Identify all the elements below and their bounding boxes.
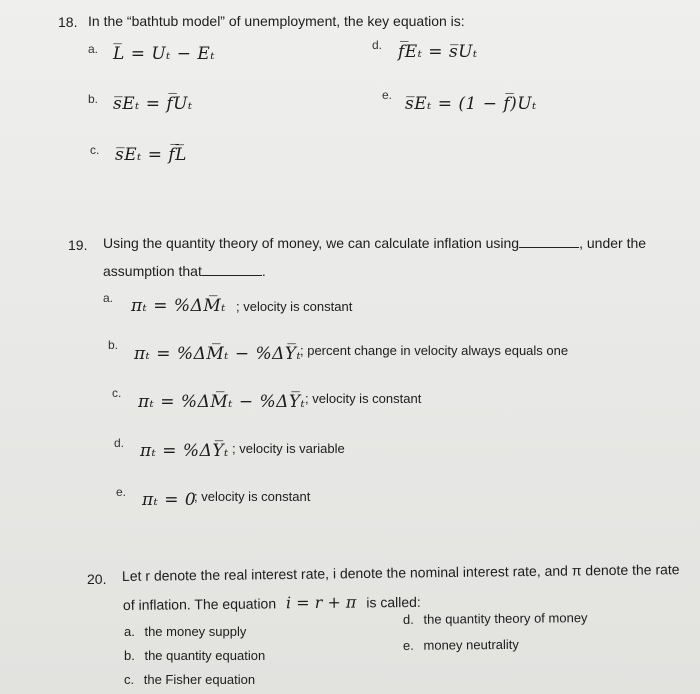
q19-option-a-letter: a.: [103, 291, 114, 305]
q20-option-b: [124, 648, 265, 663]
q18-option-a-letter: a.: [88, 42, 99, 56]
q19-prompt-line2: [103, 261, 266, 281]
q19-option-e-text: ; velocity is constant: [194, 489, 311, 504]
q18-option-e-equation: s̅Eₜ = (1 − f̅)Uₜ: [405, 94, 537, 114]
q20-option-d: [403, 610, 588, 627]
q19-prompt-text-end: , under the: [579, 235, 647, 251]
q19-option-d-text: ; velocity is variable: [232, 441, 345, 456]
q19-option-b-text: ; percent change in velocity always equals one: [300, 343, 569, 358]
q20-option-b-text: the quantity equation: [144, 648, 266, 663]
q19-option-d-equation: πₜ = %ΔY̅ₜ: [140, 441, 229, 461]
q19-prompt-line1: [103, 233, 663, 253]
q18-option-d-letter: d.: [372, 38, 383, 52]
q20-option-a-letter: a.: [124, 624, 135, 639]
q20-option-d-text: the quantity theory of money: [423, 610, 588, 627]
q19-option-a-text: ; velocity is constant: [236, 299, 353, 314]
q19-option-e-letter: e.: [116, 485, 127, 499]
q20-option-a: [124, 624, 246, 639]
q18-option-b-letter: b.: [88, 92, 99, 106]
q19-assumption-text: assumption that: [103, 263, 202, 279]
q19-blank-1[interactable]: [519, 235, 579, 248]
q19-option-e-equation: πₜ = 0: [142, 490, 197, 510]
q18-option-e-letter: e.: [382, 88, 393, 102]
q20-prompt-start: of inflation. The equation: [122, 595, 277, 613]
q19-number: 19.: [68, 237, 88, 253]
q18-option-a-equation: L̅ = Uₜ − Eₜ: [113, 44, 216, 64]
q20-option-c: [124, 672, 255, 687]
q20-option-e-letter: e.: [402, 637, 414, 653]
q20-prompt-line2: [123, 592, 421, 615]
q19-option-b-letter: b.: [108, 338, 119, 352]
q20-equation: i = r + π: [285, 592, 357, 613]
q19-prompt-text: Using the quantity theory of money, we can calculate inflation using: [103, 235, 520, 251]
q19-option-c-text: ; velocity is constant: [305, 391, 422, 406]
q19-option-d-letter: d.: [114, 436, 125, 450]
q18-prompt: In the “bathtub model” of unemployment, the key equation is:: [88, 13, 465, 29]
q20-prompt-end: is called:: [366, 593, 421, 611]
q20-option-d-letter: d.: [402, 611, 414, 627]
q18-option-b-equation: s̅Eₜ = f̅Uₜ: [113, 94, 193, 114]
q20-option-b-letter: b.: [124, 648, 135, 663]
q20-prompt-line1: Let r denote the real interest rate, i denote the nominal interest rate, and π denote the rate: [121, 561, 680, 584]
q18-option-d-equation: f̅Eₜ = s̅Uₜ: [398, 42, 478, 62]
q20-number: 20.: [87, 571, 107, 587]
q19-blank-2[interactable]: [202, 263, 262, 276]
q20-option-a-text: the money supply: [144, 624, 247, 639]
q20-option-e-text: money neutrality: [423, 636, 519, 653]
q20-option-c-text: the Fisher equation: [143, 672, 256, 687]
q19-option-c-equation: πₜ = %ΔM̅ₜ − %ΔY̅ₜ: [138, 392, 306, 412]
q19-assumption-end: .: [261, 263, 266, 279]
q20-option-c-letter: c.: [124, 672, 135, 687]
q19-option-b-equation: πₜ = %ΔM̅ₜ − %ΔY̅ₜ: [134, 344, 302, 364]
q18-option-c-equation: s̅Eₜ = f̅L̅: [115, 145, 187, 165]
q19-option-c-letter: c.: [112, 386, 122, 400]
q20-option-e: [403, 637, 519, 653]
q18-number: 18.: [58, 14, 78, 30]
q19-option-a-equation: πₜ = %ΔM̅ₜ: [131, 296, 226, 316]
q18-option-c-letter: c.: [90, 143, 100, 157]
